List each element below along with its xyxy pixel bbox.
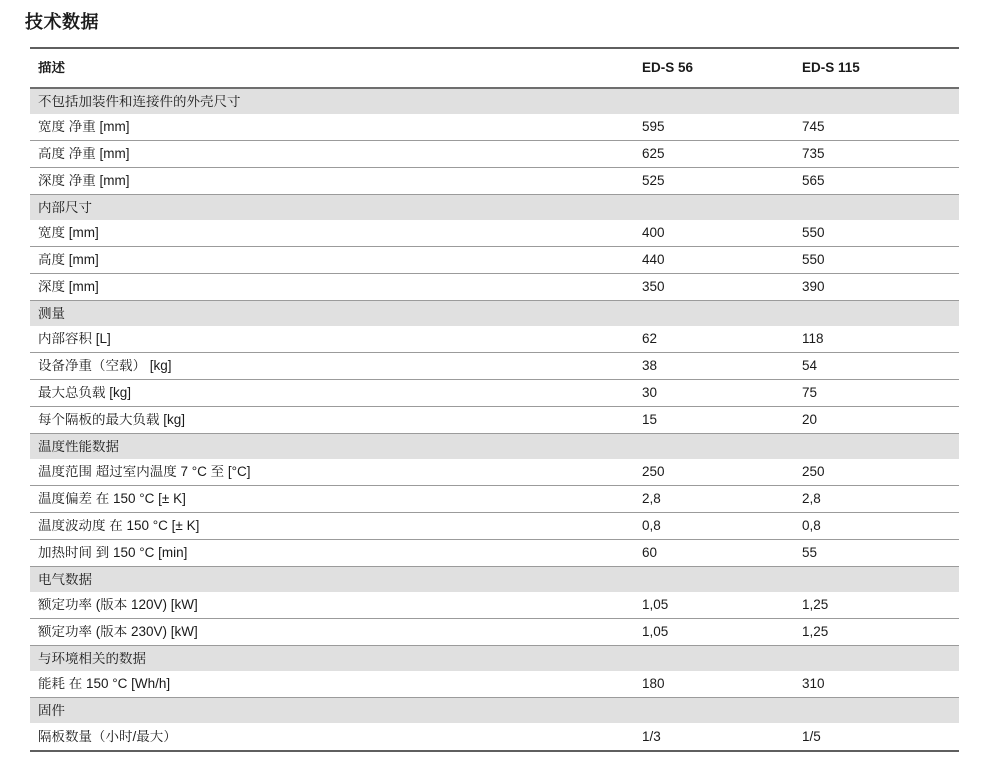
page-title: 技术数据 — [25, 12, 99, 32]
value-eds56: 30 — [642, 386, 658, 400]
table-row — [30, 114, 959, 141]
section-row — [30, 89, 959, 114]
value-eds115: 118 — [802, 332, 824, 346]
column-header-eds115: ED-S 115 — [802, 61, 860, 75]
row-label: 能耗 在 150 °C [Wh/h] — [38, 677, 171, 691]
table-row — [30, 486, 959, 513]
table-row — [30, 220, 959, 247]
section-row — [30, 301, 959, 326]
table-row — [30, 168, 959, 195]
row-label: 温度偏差 在 150 °C [± K] — [38, 492, 186, 506]
value-eds115: 20 — [802, 413, 818, 427]
section-label: 内部尺寸 — [38, 200, 92, 215]
value-eds115: 735 — [802, 147, 825, 161]
value-eds56: 2,8 — [642, 492, 661, 506]
column-header-description: 描述 — [38, 61, 65, 75]
value-eds56: 38 — [642, 359, 658, 373]
value-eds56: 250 — [642, 465, 665, 479]
table-row — [30, 723, 959, 750]
section-row — [30, 698, 959, 723]
section-row — [30, 567, 959, 592]
section-label: 电气数据 — [38, 572, 92, 587]
value-eds56: 525 — [642, 174, 665, 188]
section-label: 固件 — [38, 703, 65, 718]
row-label: 额定功率 (版本 120V) [kW] — [38, 598, 198, 612]
row-label: 高度 [mm] — [38, 253, 99, 267]
value-eds56: 1,05 — [642, 625, 669, 639]
value-eds115: 745 — [802, 120, 825, 134]
table-row — [30, 671, 959, 698]
value-eds115: 55 — [802, 546, 818, 560]
row-label: 宽度 净重 [mm] — [38, 120, 130, 134]
value-eds115: 1/5 — [802, 729, 821, 744]
table-row — [30, 380, 959, 407]
value-eds115: 54 — [802, 359, 818, 373]
row-label: 额定功率 (版本 230V) [kW] — [38, 625, 198, 639]
row-label: 隔板数量（小时/最大） — [38, 729, 177, 744]
table-row — [30, 592, 959, 619]
table-row — [30, 274, 959, 301]
value-eds56: 350 — [642, 280, 665, 294]
value-eds115: 0,8 — [802, 519, 821, 533]
value-eds56: 1/3 — [642, 729, 661, 744]
row-label: 温度波动度 在 150 °C [± K] — [38, 519, 200, 533]
table-row — [30, 353, 959, 380]
row-label: 设备净重（空载） [kg] — [38, 359, 172, 373]
value-eds56: 60 — [642, 546, 658, 560]
table-row — [30, 407, 959, 434]
section-row — [30, 646, 959, 671]
row-label: 宽度 [mm] — [38, 226, 99, 240]
table-row — [30, 619, 959, 646]
table-row — [30, 326, 959, 353]
row-label: 内部容积 [L] — [38, 332, 111, 346]
value-eds56: 0,8 — [642, 519, 661, 533]
value-eds56: 400 — [642, 226, 665, 240]
section-row — [30, 434, 959, 459]
table-row — [30, 141, 959, 168]
table-row — [30, 459, 959, 486]
column-header-eds56: ED-S 56 — [642, 61, 694, 75]
section-label: 温度性能数据 — [38, 439, 119, 454]
value-eds115: 550 — [802, 253, 825, 267]
section-label: 不包括加装件和连接件的外壳尺寸 — [38, 94, 241, 109]
row-label: 高度 净重 [mm] — [38, 147, 130, 161]
value-eds56: 625 — [642, 147, 665, 161]
row-label: 深度 净重 [mm] — [38, 174, 130, 188]
value-eds115: 565 — [802, 174, 825, 188]
row-label: 温度范围 超过室内温度 7 °C 至 [°C] — [38, 465, 251, 479]
row-label: 加热时间 到 150 °C [min] — [38, 546, 188, 560]
value-eds115: 550 — [802, 226, 825, 240]
section-row — [30, 195, 959, 220]
value-eds56: 1,05 — [642, 598, 669, 612]
value-eds115: 390 — [802, 280, 825, 294]
section-label: 与环境相关的数据 — [38, 651, 146, 666]
value-eds56: 62 — [642, 332, 658, 346]
table-header-row — [30, 49, 959, 89]
value-eds115: 250 — [802, 465, 825, 479]
value-eds115: 2,8 — [802, 492, 821, 506]
value-eds115: 1,25 — [802, 598, 829, 612]
row-label: 最大总负载 [kg] — [38, 386, 132, 400]
value-eds56: 595 — [642, 120, 665, 134]
value-eds56: 180 — [642, 677, 665, 691]
table-row — [30, 540, 959, 567]
spec-table — [30, 47, 959, 752]
value-eds56: 15 — [642, 413, 658, 427]
value-eds115: 310 — [802, 677, 825, 691]
section-label: 测量 — [38, 306, 65, 321]
value-eds115: 1,25 — [802, 625, 829, 639]
table-body — [30, 89, 959, 750]
value-eds56: 440 — [642, 253, 665, 267]
value-eds115: 75 — [802, 386, 818, 400]
table-row — [30, 513, 959, 540]
table-row — [30, 247, 959, 274]
row-label: 深度 [mm] — [38, 280, 99, 294]
row-label: 每个隔板的最大负载 [kg] — [38, 413, 186, 427]
